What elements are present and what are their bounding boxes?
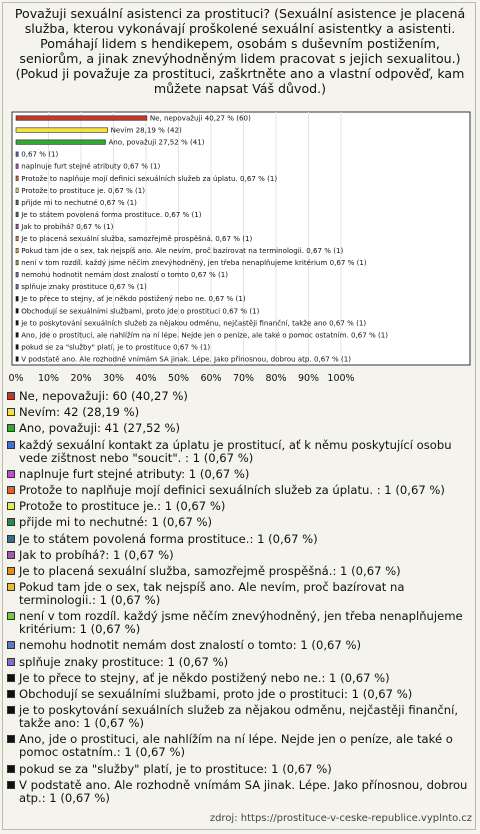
- legend-item: [7, 533, 473, 546]
- chart-title: Považuji sexuální asistenci za prostituci? (Sexuální asistence je placená služba, kterou vykonávají proškolené sexuální asistentky a asistenti. Pomáhají lidem s hendikepem, osobám s duševním postižením, seniorům, a jinak znevýhodněným lidem pracovat s jejich sexualitou.) (Pokud ji považuje za prostituci, zaškrtněte ano a vlastní odpověď, kam můžete napsat Váš důvod.): [14, 6, 466, 96]
- legend-item: [7, 656, 473, 669]
- source-note: zdroj: https://prostituce-v-ceske-republice.vyplnto.cz: [209, 813, 472, 824]
- bar: [16, 236, 18, 241]
- bar-label: Obchodují se sexuálními službami, proto jde o prostituci 0,67 % (1): [21, 306, 260, 316]
- legend-item: [7, 610, 473, 636]
- bar: [16, 140, 105, 145]
- legend-label: přijde mi to nechutné: 1 (0,67 %): [19, 515, 213, 530]
- bar-label: V podstatě ano. Ale rozhodně vnímám SA jinak. Lépe. Jako přínosnou, dobrou atp. 0,67 % (1): [21, 354, 352, 364]
- legend-swatch: [7, 470, 15, 478]
- legend-swatch: [7, 408, 15, 416]
- legend-swatch: [7, 535, 15, 543]
- legend-label: Protože to naplňuje mojí definici sexuálních služeb za úplatu. : 1 (0,67 %): [19, 482, 445, 497]
- legend-label: každý sexuální kontakt za úplatu je prostitucí, ať k němu poskytující osobu vede zištnost nebo "soucit". : 1 (0,67 %): [19, 437, 452, 465]
- legend-swatch: [7, 706, 15, 714]
- legend-label: nemohu hodnotit nemám dost znalostí o tomto: 1 (0,67 %): [19, 638, 361, 653]
- legend-item: [7, 639, 473, 652]
- bar: [16, 284, 18, 289]
- x-tick-label: 70%: [232, 373, 255, 384]
- legend-swatch: [7, 518, 15, 526]
- legend-label: Protože to prostituce je.: 1 (0,67 %): [19, 499, 226, 514]
- bar: [16, 248, 18, 253]
- legend-item: [7, 763, 473, 776]
- bar: [16, 176, 18, 181]
- legend-swatch: [7, 612, 15, 620]
- bar-label: není v tom rozdíl. každý jsme něčím znevýhodněný, jen třeba nenaplňujeme kritérium 0,67 % (1): [21, 258, 367, 268]
- bar: [16, 345, 18, 350]
- legend-label: Ano, jde o prostituci, ale nahlížím na ní lépe. Nejde jen o peníze, ale také o pomoc ostatním.: 1 (0,67 %): [19, 732, 453, 760]
- bar: [16, 333, 18, 338]
- legend-swatch: [7, 781, 15, 789]
- bar: [16, 321, 18, 326]
- bar-label: je to poskytování sexuálních služeb za nějakou odměnu, nejčastěji finanční, takže ano 0,67 % (1): [21, 318, 367, 328]
- legend-item: [7, 779, 473, 805]
- x-tick-label: 60%: [200, 373, 222, 384]
- bar-label: Protože to prostituce je. 0,67 % (1): [21, 185, 146, 195]
- bar: [16, 164, 18, 169]
- legend-swatch: [7, 551, 15, 559]
- bar-label: naplnuje furt stejné atributy 0,67 % (1): [21, 161, 161, 171]
- legend-label: Obchodují se sexuálními službami, proto jde o prostituci: 1 (0,67 %): [19, 687, 413, 701]
- bar: [16, 224, 18, 229]
- legend-swatch: [7, 765, 15, 773]
- bar-label: nemohu hodnotit nemám dost znalostí o tomto 0,67 % (1): [21, 270, 229, 280]
- legend-label: je to poskytování sexuálních služeb za nějakou odměnu, nejčastěji finanční, takže ano: 1 (0,67 %): [19, 703, 459, 731]
- bar: [16, 296, 18, 301]
- x-tick-label: 40%: [135, 373, 157, 384]
- bar-label: 0,67 % (1): [21, 149, 59, 159]
- legend-item: [7, 390, 473, 403]
- bar-label: Nevím 28,19 % (42): [110, 125, 182, 135]
- x-tick-label: 10%: [37, 373, 60, 384]
- legend-swatch: [7, 583, 15, 591]
- legend-item: [7, 704, 473, 730]
- x-tick-label: 100%: [327, 373, 355, 384]
- legend-item: [7, 468, 473, 481]
- legend-swatch: [7, 735, 15, 743]
- bar: [16, 152, 18, 157]
- legend-label: Je to přece to stejny, ať je někdo postižený nebo ne.: 1 (0,67 %): [19, 670, 390, 685]
- legend-swatch: [7, 567, 15, 575]
- bar: [16, 309, 18, 314]
- bar: [16, 200, 18, 205]
- bar-label: Pokud tam jde o sex, tak nejspíš ano. Ale nevím, proč bazírovat na terminologii. 0,67 % (1): [21, 246, 344, 256]
- legend-item: [7, 439, 473, 465]
- legend-swatch: [7, 486, 15, 494]
- legend-label: splňuje znaky prostituce: 1 (0,67 %): [19, 654, 229, 669]
- legend-item: [7, 549, 473, 562]
- legend-label: Nevím: 42 (28,19 %): [19, 405, 140, 420]
- legend-swatch: [7, 392, 15, 400]
- legend-item: [7, 500, 473, 513]
- legend-item: [7, 484, 473, 497]
- chart-legend: [7, 390, 473, 808]
- legend-swatch: [7, 502, 15, 510]
- bar-label: Ano, jde o prostituci, ale nahlížím na ní lépe. Nejde jen o peníze, ale také o pomoc ostatním. 0,67 % (1): [21, 330, 389, 340]
- legend-item: [7, 672, 473, 685]
- legend-label: pokud se za "služby" platí, je to prostituce: 1 (0,67 %): [19, 761, 332, 776]
- bar: [16, 260, 18, 265]
- legend-label: není v tom rozdíl. každý jsme něčím znevýhodněný, jen třeba nenaplňujeme kritérium: 1 (0,67 %): [19, 609, 463, 637]
- legend-label: Je to placená sexuální služba, samozřejmě prospěšná.: 1 (0,67 %): [19, 563, 401, 578]
- bar-label: přijde mi to nechutné 0,67 % (1): [21, 197, 137, 207]
- legend-swatch: [7, 658, 15, 666]
- legend-label: Je to státem povolená forma prostituce.: 1 (0,67 %): [19, 531, 318, 546]
- x-tick-label: 30%: [102, 373, 125, 384]
- bar: [16, 357, 18, 362]
- bar-label: Je to státem povolená forma prostituce. 0,67 % (1): [21, 209, 202, 219]
- legend-swatch: [7, 674, 15, 682]
- legend-swatch: [7, 424, 15, 432]
- legend-item: [7, 733, 473, 759]
- bar-label: splňuje znaky prostituce 0,67 % (1): [21, 282, 147, 292]
- x-tick-label: 20%: [70, 373, 92, 384]
- legend-item: [7, 565, 473, 578]
- bar: [16, 128, 108, 133]
- bar: [16, 272, 18, 277]
- bar-label: Ne, nepovažuji 40,27 % (60): [149, 113, 251, 123]
- x-tick-label: 80%: [265, 373, 287, 384]
- bar-label: Protože to naplňuje mojí definici sexuálních služeb za úplatu. 0,67 % (1): [21, 173, 278, 183]
- legend-item: [7, 406, 473, 419]
- bar-label: Ano, považuji 27,52 % (41): [108, 137, 205, 147]
- legend-swatch: [7, 641, 15, 649]
- legend-swatch: [7, 441, 15, 449]
- legend-item: [7, 688, 473, 701]
- legend-label: naplnuje furt stejné atributy: 1 (0,67 %): [19, 466, 250, 481]
- bar-label: Jak to probíhá? 0,67 % (1): [21, 221, 114, 231]
- x-tick-label: 50%: [167, 373, 190, 384]
- legend-label: Ne, nepovažuji: 60 (40,27 %): [19, 389, 188, 403]
- legend-label: Jak to probíhá?: 1 (0,67 %): [19, 547, 174, 562]
- bar: [16, 188, 18, 193]
- bar-label: Je to placená sexuální služba, samozřejmě prospěšná. 0,67 % (1): [21, 234, 253, 243]
- x-tick-label: 0%: [8, 373, 24, 384]
- legend-label: V podstatě ano. Ale rozhodně vnímám SA jinak. Lépe. Jako přínosnou, dobrou atp.: 1 (0,67 %): [19, 777, 468, 805]
- legend-item: [7, 516, 473, 529]
- bar-chart: [0, 0, 480, 390]
- bar-label: pokud se za "služby" platí, je to prostituce 0,67 % (1): [21, 342, 211, 352]
- bar: [16, 212, 18, 217]
- bar-label: Je to přece to stejny, ať je někdo postižený nebo ne. 0,67 % (1): [21, 294, 246, 304]
- legend-swatch: [7, 690, 15, 698]
- legend-label: Ano, považuji: 41 (27,52 %): [19, 421, 181, 436]
- legend-item: [7, 581, 473, 607]
- bar: [16, 116, 147, 121]
- legend-label: Pokud tam jde o sex, tak nejspíš ano. Ale nevím, proč bazírovat na terminologii.: 1 (0,67 %): [19, 580, 405, 608]
- legend-item: [7, 422, 473, 435]
- x-tick-label: 90%: [297, 373, 320, 384]
